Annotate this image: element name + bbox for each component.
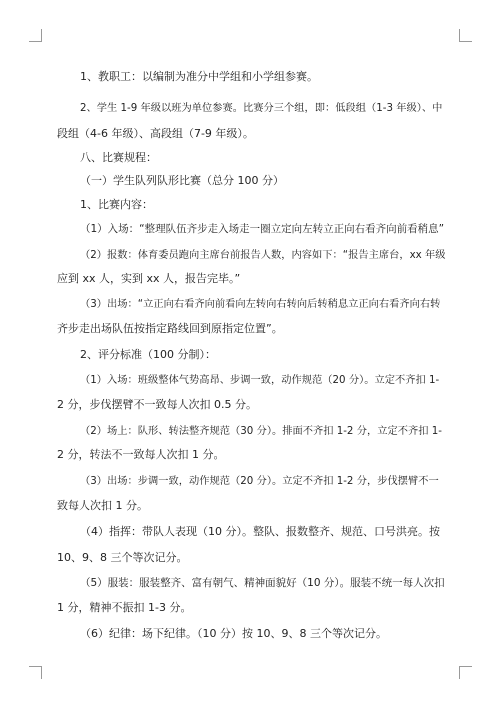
paragraph-line: 段组（4-6 年级）、高段组（7-9 年级）。 (57, 127, 254, 140)
paragraph-line: 1、比赛内容： (80, 198, 153, 211)
paragraph-line: （1）入场：班级整体气势高昂、步调一致，动作规范（20 分）。立定不齐扣 1- (80, 374, 440, 386)
paragraph-line: 2、评分标准（100 分制）： (80, 348, 216, 361)
subsection-heading: （一）学生队列队形比赛（总分 100 分） (80, 174, 284, 187)
paragraph-line: （2）报数：体育委员跑向主席台前报告人数，内容如下：“报告主席台，xx 年级 (80, 249, 446, 261)
paragraph-line: （4）指挥：带队人表现（10 分）。整队、报数整齐、规范、口号洪亮。按 (80, 525, 440, 538)
paragraph-line: 致每人次扣 1 分。 (57, 499, 148, 512)
crop-mark-top-left (29, 29, 42, 42)
paragraph-line: 应到 xx 人，实到 xx 人，报告完毕。” (57, 272, 241, 285)
paragraph-line: 2、学生 1-9 年级以班为单位参赛。比赛分三个组，即：低段组（1-3 年级）、中 (80, 102, 443, 114)
paragraph-line: 1、教职工：以编制为准分中学组和小学组参赛。 (80, 70, 318, 83)
paragraph-line: 2 分，转法不一致每人次扣 1 分。 (57, 448, 225, 461)
crop-mark-bottom-left (29, 666, 42, 679)
paragraph-line: 齐步走出场队伍按指定路线回到原指定位置”。 (57, 322, 283, 335)
paragraph-line: 1 分，精神不振扣 1-3 分。 (57, 601, 192, 614)
paragraph-line: （5）服装：服装整齐、富有朝气、精神面貌好（10 分）。服装不统一每人次扣 (80, 577, 445, 589)
paragraph-line: （3）出场：“立正向右看齐向前看向左转向右转向后转稍息立正向右看齐向右转 (80, 298, 441, 310)
paragraph-line: （1）入场：“整理队伍齐步走入场走一圈立定向左转立正向右看齐向前看稍息” (80, 223, 445, 235)
paragraph-line: 10、9、8 三个等次记分。 (57, 551, 188, 564)
crop-mark-top-right (459, 29, 472, 42)
paragraph-line: （2）场上：队形、转法整齐规范（30 分）。排面不齐扣 1-2 分，立定不齐扣 1- (80, 425, 442, 437)
paragraph-line: 2 分，步伐摆臂不一致每人次扣 0.5 分。 (57, 398, 257, 411)
section-heading: 八、比赛规程： (80, 151, 157, 164)
paragraph-line: （6）纪律：场下纪律。（10 分）按 10、9、8 三个等次记分。 (80, 627, 387, 640)
paragraph-line: （3）出场：步调一致，动作规范（20 分）。立定不齐扣 1-2 分，步伐摆臂不一 (80, 475, 439, 487)
crop-mark-bottom-right (459, 666, 472, 679)
